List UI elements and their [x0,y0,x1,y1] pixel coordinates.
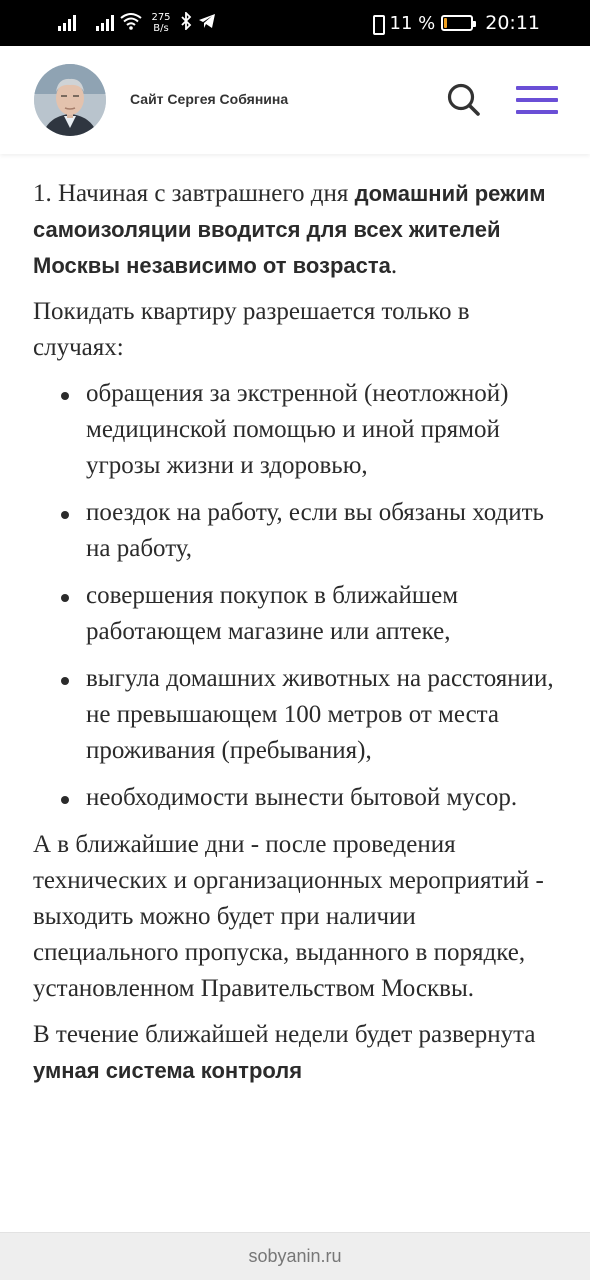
paragraph-text: . [390,252,398,279]
network-speed-unit: B/s [153,23,169,34]
list-item: поездок на работу, если вы обязаны ходить на работу, [33,495,563,567]
avatar[interactable] [34,64,106,136]
article-paragraph [33,176,563,284]
clock: 20:11 [485,12,540,34]
article-paragraph [33,1017,563,1089]
url-bar[interactable] [0,1232,590,1280]
bluetooth-icon [180,12,192,34]
wifi-icon [120,12,142,34]
bullet-list [33,376,563,816]
battery-level [444,18,447,28]
list-item: необходимости вынести бытовой мусор. [33,780,563,816]
url-domain: sobyanin.ru [248,1246,342,1266]
search-icon [444,80,484,120]
paragraph-bold-text: умная система контроля [33,1058,303,1083]
telegram-icon [198,13,216,33]
list-item: обращения за экстренной (неотложной) медицинской помощью и иной прямой угрозы жизни и здоровью, [33,376,563,484]
article-paragraph: А в ближайшие дни - после проведения технических и организационных мероприятий - выходить можно будет при наличии специального пропуска, выданного в порядке, установленном Правительством Москвы. [33,831,544,1002]
battery-percent: 11 % [389,12,436,34]
search-button[interactable] [444,80,484,120]
paragraph-bold-text: домашний режим самоизоляции вводится для всех жителей Москвы независимо от возраста [33,181,546,278]
signal-icon [58,15,76,31]
list-item: совершения покупок в ближайшем работающем магазине или аптеке, [33,578,563,650]
hamburger-icon [516,86,558,90]
vibrate-icon [370,14,384,32]
paragraph-text: 1. Начиная с завтрашнего дня [33,180,355,207]
site-title[interactable]: Сайт Сергея Собянина [130,91,289,107]
list-item: выгула домашних животных на расстоянии, не превышающем 100 метров от места проживания (пребывания), [33,661,563,769]
network-speed [148,12,174,34]
signal-icon [96,15,114,31]
menu-button[interactable] [516,84,558,116]
article-body [33,176,563,1099]
paragraph-text: В течение ближайшей недели будет развернута [33,1021,536,1048]
battery-icon [441,15,473,31]
article-paragraph: Покидать квартиру разрешается только в случаях: [33,298,470,361]
network-speed-value: 275 [151,12,171,23]
status-bar [0,0,590,46]
site-header [0,46,590,154]
